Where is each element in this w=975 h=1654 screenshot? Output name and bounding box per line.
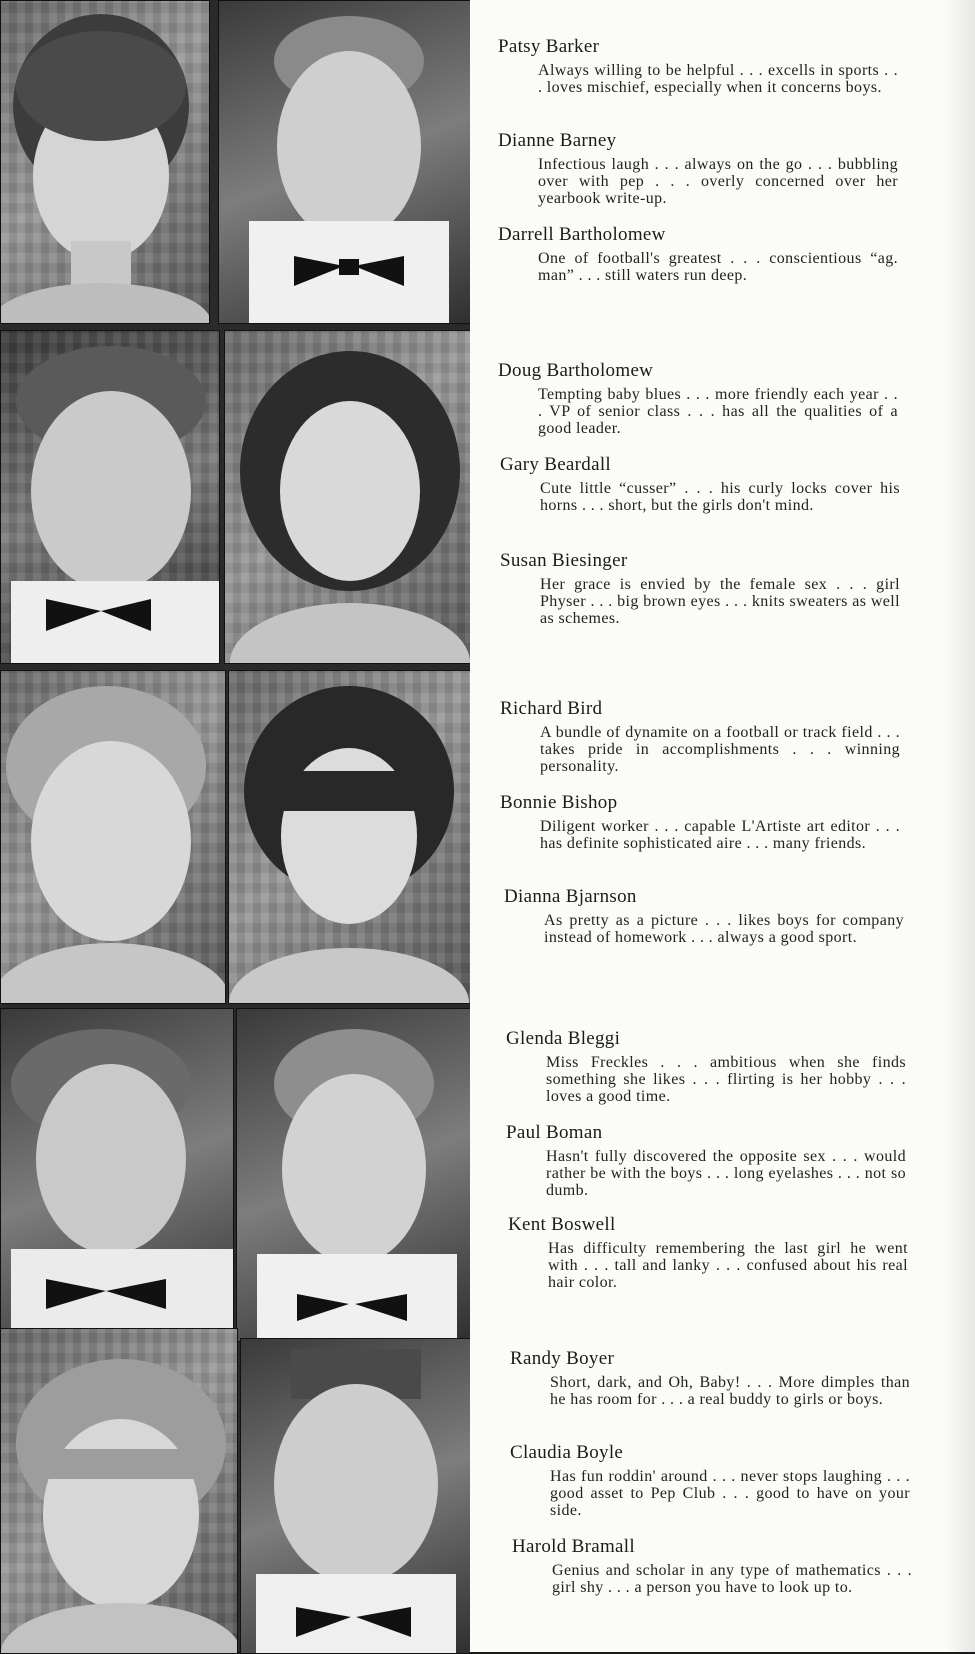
student-name: Randy Boyer xyxy=(510,1348,615,1369)
student-description: Has difficulty remembering the last girl he went with . . . tall and lanky . . . confused about his real hair color. xyxy=(548,1240,908,1291)
student-name: Kent Boswell xyxy=(508,1214,616,1235)
student-description: One of football's greatest . . . conscientious “ag. man” . . . still waters run deep. xyxy=(538,250,898,284)
student-name: Darrell Bartholomew xyxy=(498,224,666,245)
student-name: Susan Biesinger xyxy=(500,550,628,571)
student-description: As pretty as a picture . . . likes boys for company instead of homework . . . always a good sport. xyxy=(544,912,904,946)
student-entry xyxy=(498,36,958,96)
portrait-photo xyxy=(236,1008,472,1342)
student-entry xyxy=(506,1028,966,1105)
student-description: Cute little “cusser” . . . his curly locks cover his horns . . . short, but the girls don't mind. xyxy=(540,480,900,514)
student-description: Always willing to be helpful . . . excells in sports . . . loves mischief, especially when it concerns boys. xyxy=(538,62,898,96)
student-entry xyxy=(500,792,960,852)
student-entry xyxy=(510,1348,970,1408)
student-name: Patsy Barker xyxy=(498,36,600,57)
portrait-photo xyxy=(228,670,472,1004)
portrait-photo xyxy=(224,330,472,664)
student-name: Dianne Barney xyxy=(498,130,617,151)
portrait-photo xyxy=(240,1338,472,1654)
student-name: Doug Bartholomew xyxy=(498,360,654,381)
student-entry xyxy=(510,1442,970,1519)
student-name: Dianna Bjarnson xyxy=(504,886,637,907)
student-entry xyxy=(500,698,960,775)
portrait-photo xyxy=(0,330,220,664)
portrait-photo xyxy=(0,0,210,324)
student-description: A bundle of dynamite on a football or track field . . . takes pride in accomplishments . . . winning personality. xyxy=(540,724,900,775)
student-description: Hasn't fully discovered the opposite sex . . . would rather be with the boys . . . long eyelashes . . . not so dumb. xyxy=(546,1148,906,1199)
student-name: Gary Beardall xyxy=(500,454,611,475)
student-entry xyxy=(498,224,958,284)
student-name: Paul Boman xyxy=(506,1122,603,1143)
student-description: Infectious laugh . . . always on the go . . . bubbling over with pep . . . overly concerned over her yearbook write-up. xyxy=(538,156,898,207)
student-name: Claudia Boyle xyxy=(510,1442,624,1463)
student-description: Has fun roddin' around . . . never stops laughing . . . good asset to Pep Club . . . good to have on your side. xyxy=(550,1468,910,1519)
student-entry xyxy=(500,550,960,627)
captions-column xyxy=(470,0,975,1652)
student-entry xyxy=(498,130,958,207)
student-name: Glenda Bleggi xyxy=(506,1028,621,1049)
student-description: Tempting baby blues . . . more friendly each year . . . VP of senior class . . . has all the qualities of a good leader. xyxy=(538,386,898,437)
student-entry xyxy=(512,1536,972,1596)
student-name: Bonnie Bishop xyxy=(500,792,618,813)
student-description: Miss Freckles . . . ambitious when she finds something she likes . . . flirting is her hobby . . . loves a good time. xyxy=(546,1054,906,1105)
portrait-photo xyxy=(0,1328,238,1654)
student-entry xyxy=(498,360,958,437)
student-name: Richard Bird xyxy=(500,698,603,719)
student-entry xyxy=(506,1122,966,1199)
student-entry xyxy=(504,886,964,946)
student-entry xyxy=(508,1214,968,1291)
student-description: Her grace is envied by the female sex . . . girl Physer . . . big brown eyes . . . knits sweaters as well as schemes. xyxy=(540,576,900,627)
student-description: Genius and scholar in any type of mathematics . . . girl shy . . . a person you have to look up to. xyxy=(552,1562,912,1596)
portrait-photo xyxy=(0,670,226,1004)
student-entry xyxy=(500,454,960,514)
student-name: Harold Bramall xyxy=(512,1536,635,1557)
portrait-column xyxy=(0,0,470,1652)
portrait-photo xyxy=(0,1008,234,1342)
student-description: Short, dark, and Oh, Baby! . . . More dimples than he has room for . . . a real buddy to girls or boys. xyxy=(550,1374,910,1408)
student-description: Diligent worker . . . capable L'Artiste art editor . . . has definite sophisticated aire . . . many friends. xyxy=(540,818,900,852)
portrait-photo xyxy=(218,0,472,324)
